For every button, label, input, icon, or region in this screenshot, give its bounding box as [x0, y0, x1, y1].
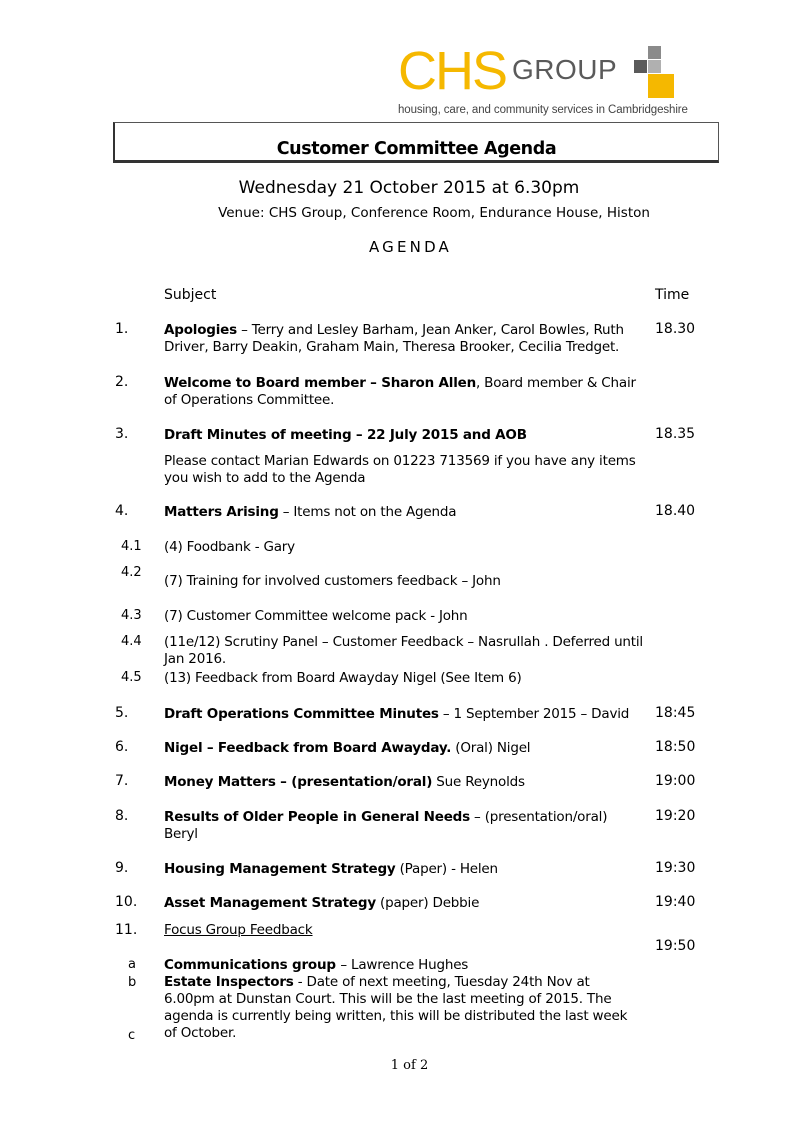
subitem-letter: b — [128, 975, 137, 990]
agenda-item-text — [164, 706, 644, 723]
item-number: 7. — [115, 773, 129, 789]
item-detail: – Terry and Lesley Barham, Jean Anker, Carol Bowles, Ruth Driver, Barry Deakin, Graham Main, Theresa Brooker, Cecilia Tredget. — [164, 322, 624, 355]
item-number: 9. — [115, 860, 129, 876]
item-number: 6. — [115, 739, 129, 755]
subject-column-header: Subject — [164, 287, 217, 303]
agenda-item-text — [164, 427, 644, 444]
item-time: 19:30 — [655, 860, 696, 876]
item-time: 18:50 — [655, 739, 696, 755]
subitem-text: (11e/12) Scrutiny Panel – Customer Feedback – Nasrullah . Deferred until Jan 2016. — [164, 634, 643, 667]
item-number: 8. — [115, 808, 129, 824]
agenda-item-text — [164, 861, 644, 878]
agenda-item-text — [164, 809, 644, 843]
item-title: Asset Management Strategy — [164, 895, 376, 911]
subitem-detail: - Date of next meeting, Tuesday 24th Nov at 6.00pm at Dunstan Court. This will be the last meeting of 2015. The agenda is currently being written, this will be distributed the last week of October. — [164, 974, 628, 1041]
subitem-letter: a — [128, 957, 136, 972]
item-title: Matters Arising — [164, 504, 279, 520]
item-title: Welcome to Board member – Sharon Allen — [164, 375, 476, 391]
subitem-title: Communications group — [164, 957, 341, 973]
item-time: 18.40 — [655, 503, 696, 519]
subitem-text: (7) Training for involved customers feedback – John — [164, 573, 501, 589]
subitem-title: Estate Inspectors — [164, 974, 294, 990]
subitem-letter: c — [128, 1028, 136, 1043]
item-time: 19:40 — [655, 894, 696, 910]
item-detail: (Paper) - Helen — [395, 861, 498, 877]
item-time: 18:45 — [655, 705, 696, 721]
subitem-text — [164, 974, 640, 1042]
meeting-date: Wednesday 21 October 2015 at 6.30pm — [238, 178, 580, 198]
logo-squares-icon — [634, 46, 676, 98]
subitem-number: 4.4 — [121, 634, 142, 649]
agenda-item-text — [164, 504, 644, 521]
page-title: Customer Committee Agenda — [276, 139, 557, 159]
item-number: 3. — [115, 426, 129, 442]
subitem-text — [164, 957, 644, 974]
item-time: 18.30 — [655, 321, 696, 337]
item-detail: Sue Reynolds — [432, 774, 525, 790]
agenda-heading: AGENDA — [368, 238, 453, 256]
agenda-item-text — [164, 740, 644, 757]
item-title: Nigel – Feedback from Board Awayday. — [164, 740, 452, 756]
agenda-item-text — [164, 774, 644, 791]
item-title: Focus Group Feedback — [164, 922, 313, 938]
item-number: 1. — [115, 321, 129, 337]
agenda-item-text — [164, 922, 644, 939]
item-detail: (Oral) Nigel — [451, 740, 531, 756]
item-number: 2. — [115, 374, 129, 390]
item-note: Please contact Marian Edwards on 01223 713569 if you have any items you wish to add to the Agenda — [164, 453, 636, 486]
item-time: 18.35 — [655, 426, 696, 442]
item-time: 19:20 — [655, 808, 696, 824]
item-title: Apologies — [164, 322, 237, 338]
page-number: 1 of 2 — [390, 1058, 429, 1073]
item-number: 5. — [115, 705, 129, 721]
logo-chs-text: CHS — [398, 41, 507, 101]
item-number: 11. — [115, 922, 138, 938]
item-detail: (paper) Debbie — [375, 895, 480, 911]
item-title: Results of Older People in General Needs — [164, 809, 470, 825]
item-title: Housing Management Strategy — [164, 861, 396, 877]
title-box — [113, 122, 719, 163]
agenda-item-text — [164, 375, 644, 409]
item-title: Draft Operations Committee Minutes — [164, 706, 439, 722]
item-title: Money Matters – (presentation/oral) — [164, 774, 433, 790]
agenda-item-text — [164, 322, 644, 356]
item-detail: – 1 September 2015 – David — [438, 706, 630, 722]
subitem-text: (4) Foodbank - Gary — [164, 539, 295, 555]
subitem-text: (13) Feedback from Board Awayday Nigel (See Item 6) — [164, 670, 522, 686]
item-time: 19:00 — [655, 773, 696, 789]
subitem-number: 4.3 — [121, 608, 142, 623]
item-number: 4. — [115, 503, 129, 519]
logo-group-text: GROUP — [512, 54, 618, 85]
time-column-header: Time — [655, 287, 690, 303]
subitem-text: (7) Customer Committee welcome pack - John — [164, 608, 468, 624]
meeting-venue: Venue: CHS Group, Conference Room, Endurance House, Histon — [218, 205, 650, 221]
subitem-number: 4.2 — [121, 565, 142, 580]
item-time: 19:50 — [655, 938, 696, 954]
agenda-item-text — [164, 895, 644, 912]
item-detail: , Board member & Chair of Operations Committee. — [164, 375, 636, 408]
subitem-number: 4.5 — [121, 670, 142, 685]
item-number: 10. — [115, 894, 138, 910]
subitem-number: 4.1 — [121, 539, 142, 554]
item-detail: – Items not on the Agenda — [278, 504, 457, 520]
logo-tagline: housing, care, and community services in Cambridgeshire — [398, 104, 688, 116]
item-detail: – (presentation/oral) Beryl — [164, 809, 608, 842]
item-title: Draft Minutes of meeting – 22 July 2015 and AOB — [164, 427, 527, 443]
chs-group-logo — [398, 41, 688, 122]
subitem-detail: – Lawrence Hughes — [340, 957, 469, 973]
